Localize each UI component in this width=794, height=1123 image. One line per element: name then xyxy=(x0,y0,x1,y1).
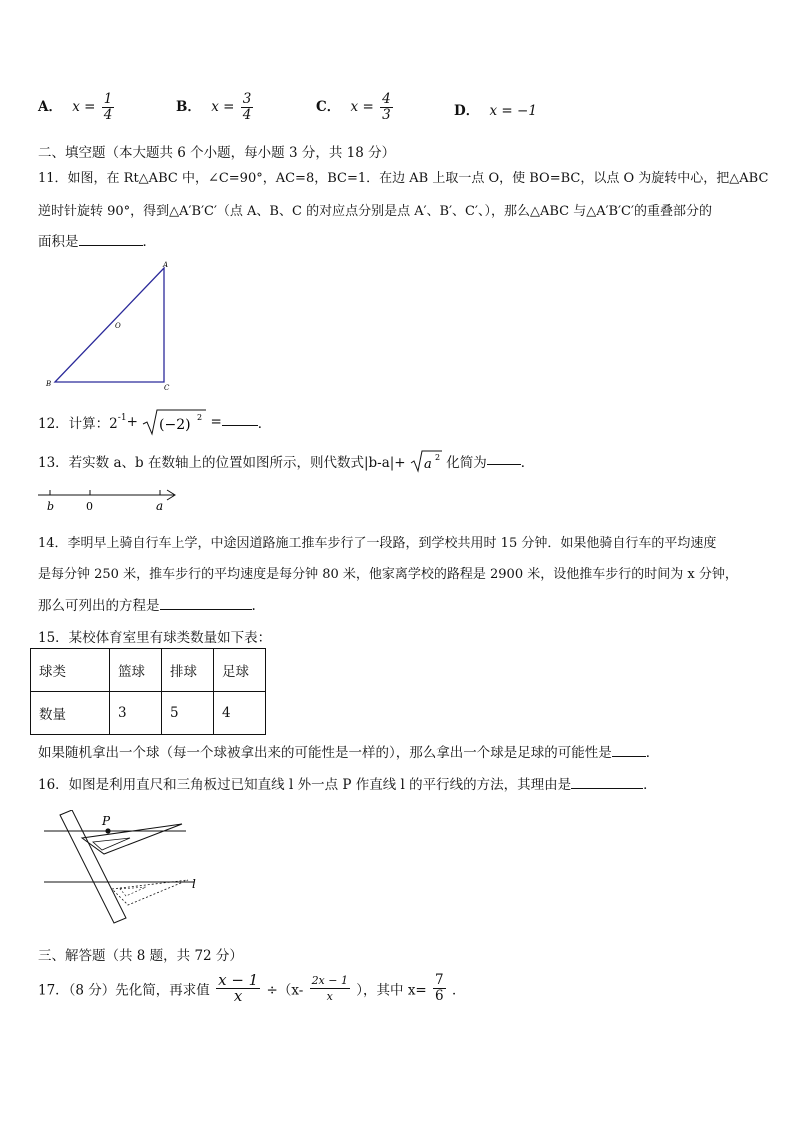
zero-label: 0 xyxy=(86,500,93,513)
table-cell: 数量 xyxy=(31,692,110,735)
answer-blank xyxy=(571,787,643,789)
vertex-a-label: A xyxy=(163,261,169,269)
table-cell: 5 xyxy=(162,692,214,735)
answer-blank xyxy=(487,463,521,465)
q10-option-c: C． x = $\frac{4}{3}$ xyxy=(316,91,391,123)
answer-blank xyxy=(612,755,646,757)
q16-ruler-triangle-figure xyxy=(40,810,210,930)
q16-line: 16．如图是利用直尺和三角板过已知直线 l 外一点 P 作直线 l 的平行线的方法，其理由是 ． xyxy=(38,777,657,793)
q12-line: 12．计算：$2^{-1}+$ (−2) 2 = ． xyxy=(38,408,271,438)
answer-blank xyxy=(222,424,258,426)
svg-text:a: a xyxy=(423,457,432,472)
answer-blank xyxy=(160,608,252,610)
vertex-c-label: C xyxy=(164,384,170,392)
q10-option-b: B． x = $\frac{3}{4}$ xyxy=(176,91,252,123)
q15-question: 如果随机拿出一个球（每一个球被拿出来的可能性是一样的），那么拿出一个球是足球的可能性是 ． xyxy=(38,745,660,761)
q10-option-d: D． x = −1 xyxy=(454,103,537,119)
svg-text:(−2): (−2) xyxy=(159,417,191,433)
table-cell: 排球 xyxy=(162,649,214,692)
section3-title: 三、解答题（共 8 题，共 72 分） xyxy=(38,948,243,964)
q11-line3: 面积是 ． xyxy=(38,234,156,250)
table-cell: 球类 xyxy=(31,649,110,692)
point-o-label: O xyxy=(115,322,121,330)
sqrt-symbol xyxy=(142,408,206,436)
point-a-label: a xyxy=(156,499,164,513)
q10-option-a: A． x = $\frac{1}{4}$ xyxy=(38,91,113,123)
q11-line1: 11．如图，在 Rt△ABC 中，∠C=90°，AC=8，BC=1．在边 AB 上取一点 O，使 BO=BC，以点 O 为旋转中心，把△ABC xyxy=(38,171,769,186)
q14-line3: 那么可列出的方程是 . xyxy=(38,598,256,614)
svg-text:2: 2 xyxy=(434,453,441,462)
q17-line: 17．（8 分）先化简，再求值 $\frac{x - 1}{x}$ ÷（x- $\frac{2x - 1}{x}$ ），其中 x= $\frac{7}{6}$ ． xyxy=(38,971,466,1005)
q14-line2: 是每分钟 250 米，推车步行的平均速度是每分钟 80 米，他家离学校的路程是 2900 米，设他推车步行的时间为 x 分钟， xyxy=(38,567,738,582)
ball-count-table xyxy=(30,648,266,735)
q15-intro: 15．某校体育室里有球类数量如下表： xyxy=(38,630,272,646)
line-l-label: l xyxy=(192,877,196,891)
table-cell: 足球 xyxy=(214,649,266,692)
q13-number-line xyxy=(36,486,182,514)
q13-line: 13．若实数 a、b 在数轴上的位置如图所示，则代数式|b-a|+ a 2 化简为 ． xyxy=(38,449,534,477)
q11-triangle-figure xyxy=(40,258,180,393)
answer-blank xyxy=(79,244,143,246)
table-cell: 3 xyxy=(110,692,162,735)
point-p-label: P xyxy=(102,814,111,828)
table-row xyxy=(31,692,266,735)
table-cell: 篮球 xyxy=(110,649,162,692)
table-row xyxy=(31,649,266,692)
point-b-label: b xyxy=(47,500,55,513)
q11-line2: 逆时针旋转 90°，得到△A′B′C′（点 A、B、C 的对应点分别是点 A′、B′、C′、），那么△ABC 与△A′B′C′的重叠部分的 xyxy=(38,204,712,219)
vertex-b-label: B xyxy=(46,380,52,388)
sqrt-symbol xyxy=(410,449,442,473)
section2-title: 二、填空题（本大题共 6 个小题，每小题 3 分，共 18 分） xyxy=(38,145,396,161)
q14-line1: 14．李明早上骑自行车上学，中途因道路施工推车步行了一段路，到学校共用时 15 分钟．如果他骑自行车的平均速度 xyxy=(38,536,717,551)
svg-text:2: 2 xyxy=(197,413,203,422)
table-cell: 4 xyxy=(214,692,266,735)
